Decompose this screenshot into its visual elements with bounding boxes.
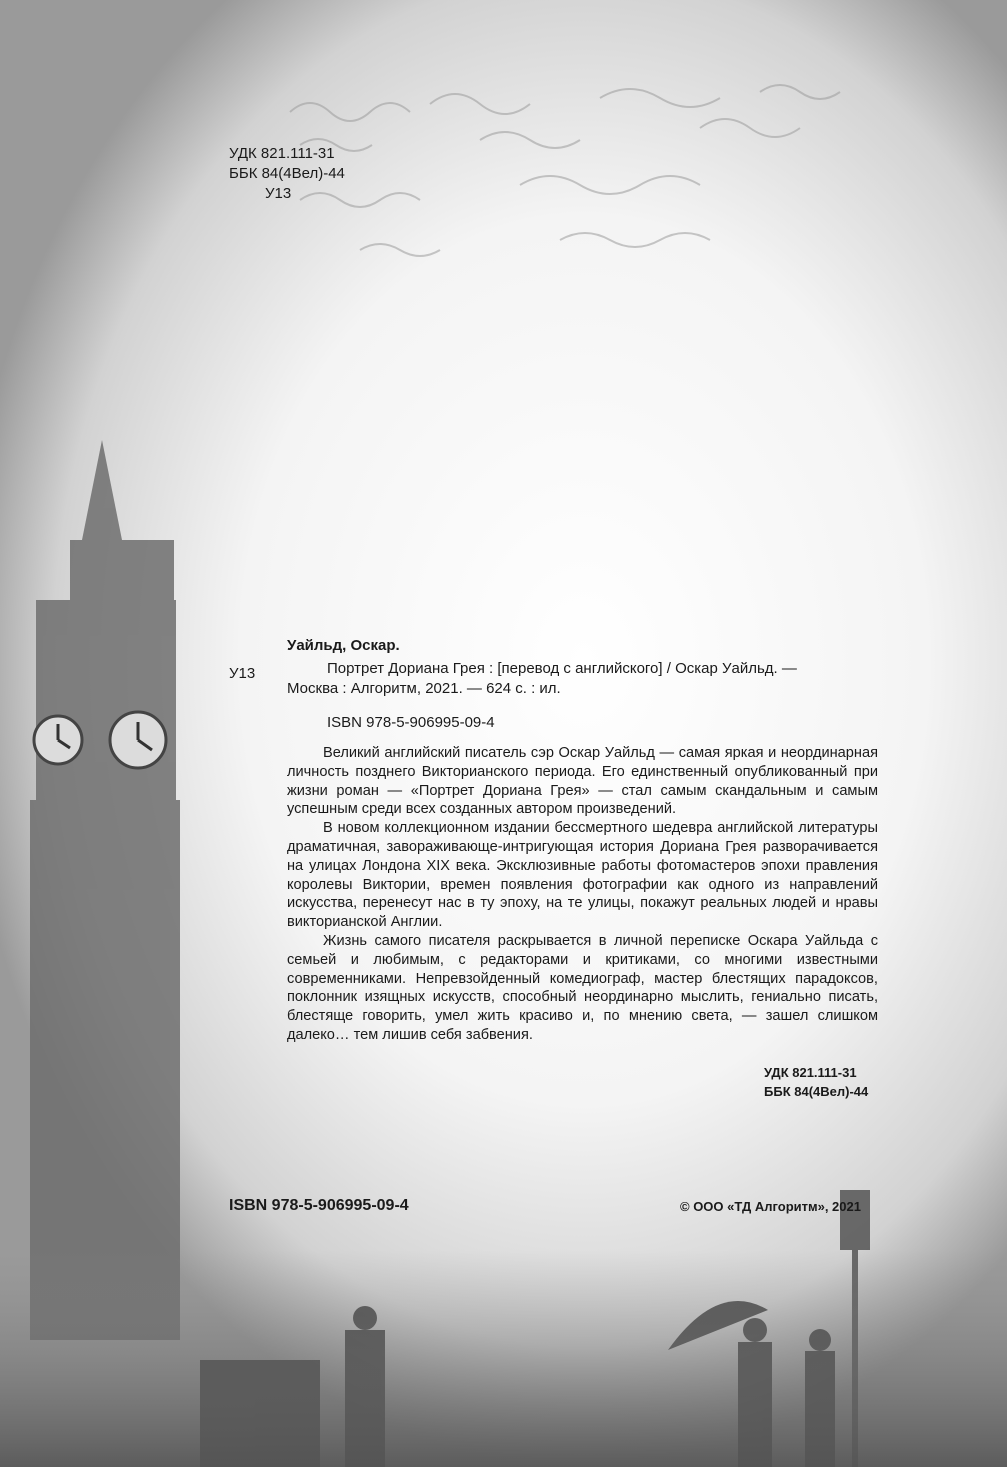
abstract <box>287 744 878 1045</box>
abstract-paragraph: Жизнь самого писателя раскрывается в личной переписке Оскара Уайльда с семьей и любимым, с редакторами и критиками, со многими известными современниками. Непревзойденный комедиограф, мастер блестящих парадоксов, поклонник изящных искусств, способный неординарно мыслить, гениально писать, блестяще говорить, умел жить красиво и, по мнению света, — зашел слишком далеко… тем лишив себя забвения. <box>287 932 878 1043</box>
footer-copyright: © ООО «ТД Алгоритм», 2021 <box>680 1199 861 1214</box>
record-isbn: ISBN 978-5-906995-09-4 <box>327 714 495 731</box>
header-udk: УДК 821.111-31 <box>229 145 335 162</box>
header-author-sign: У13 <box>265 185 292 202</box>
record-title: Портрет Дориана Грея : [перевод с английского] / Оскар Уайльд. — <box>327 660 797 677</box>
clock-tower-silhouette <box>30 440 180 1340</box>
record-author-sign: У13 <box>229 665 256 682</box>
footer-isbn: ISBN 978-5-906995-09-4 <box>229 1197 409 1214</box>
classification-bbk: ББК 84(4Вел)-44 <box>764 1084 869 1099</box>
classification-udk: УДК 821.111-31 <box>764 1065 857 1080</box>
header-bbk: ББК 84(4Вел)-44 <box>229 165 345 182</box>
record-author: Уайльд, Оскар. <box>287 637 400 654</box>
abstract-paragraph: В новом коллекционном издании бессмертного шедевра английской литературы драматичная, завораживающе-интригующая история Дориана Грея разворачивается на улицах Лондона XIX века. Эксклюзивные работы фотомастеров эпохи правления королевы Виктории, времен появления фотографии как одного из направлений искусства, перенесут нас в ту эпоху, на те улицы, покажут реальных людей и нравы викторианской Англии. <box>287 820 878 931</box>
record-imprint: Москва : Алгоритм, 2021. — 624 с. : ил. <box>287 680 561 697</box>
handwriting-texture <box>290 85 840 256</box>
abstract-paragraph: Великий английский писатель сэр Оскар Уайльд — самая яркая и неординарная личность позднего Викторианского периода. Его единственный опубликованный при жизни роман — «Портрет Дориана Грея» — стал самым скандальным и самым успешным среди всех созданных автором произведений. <box>287 745 878 818</box>
